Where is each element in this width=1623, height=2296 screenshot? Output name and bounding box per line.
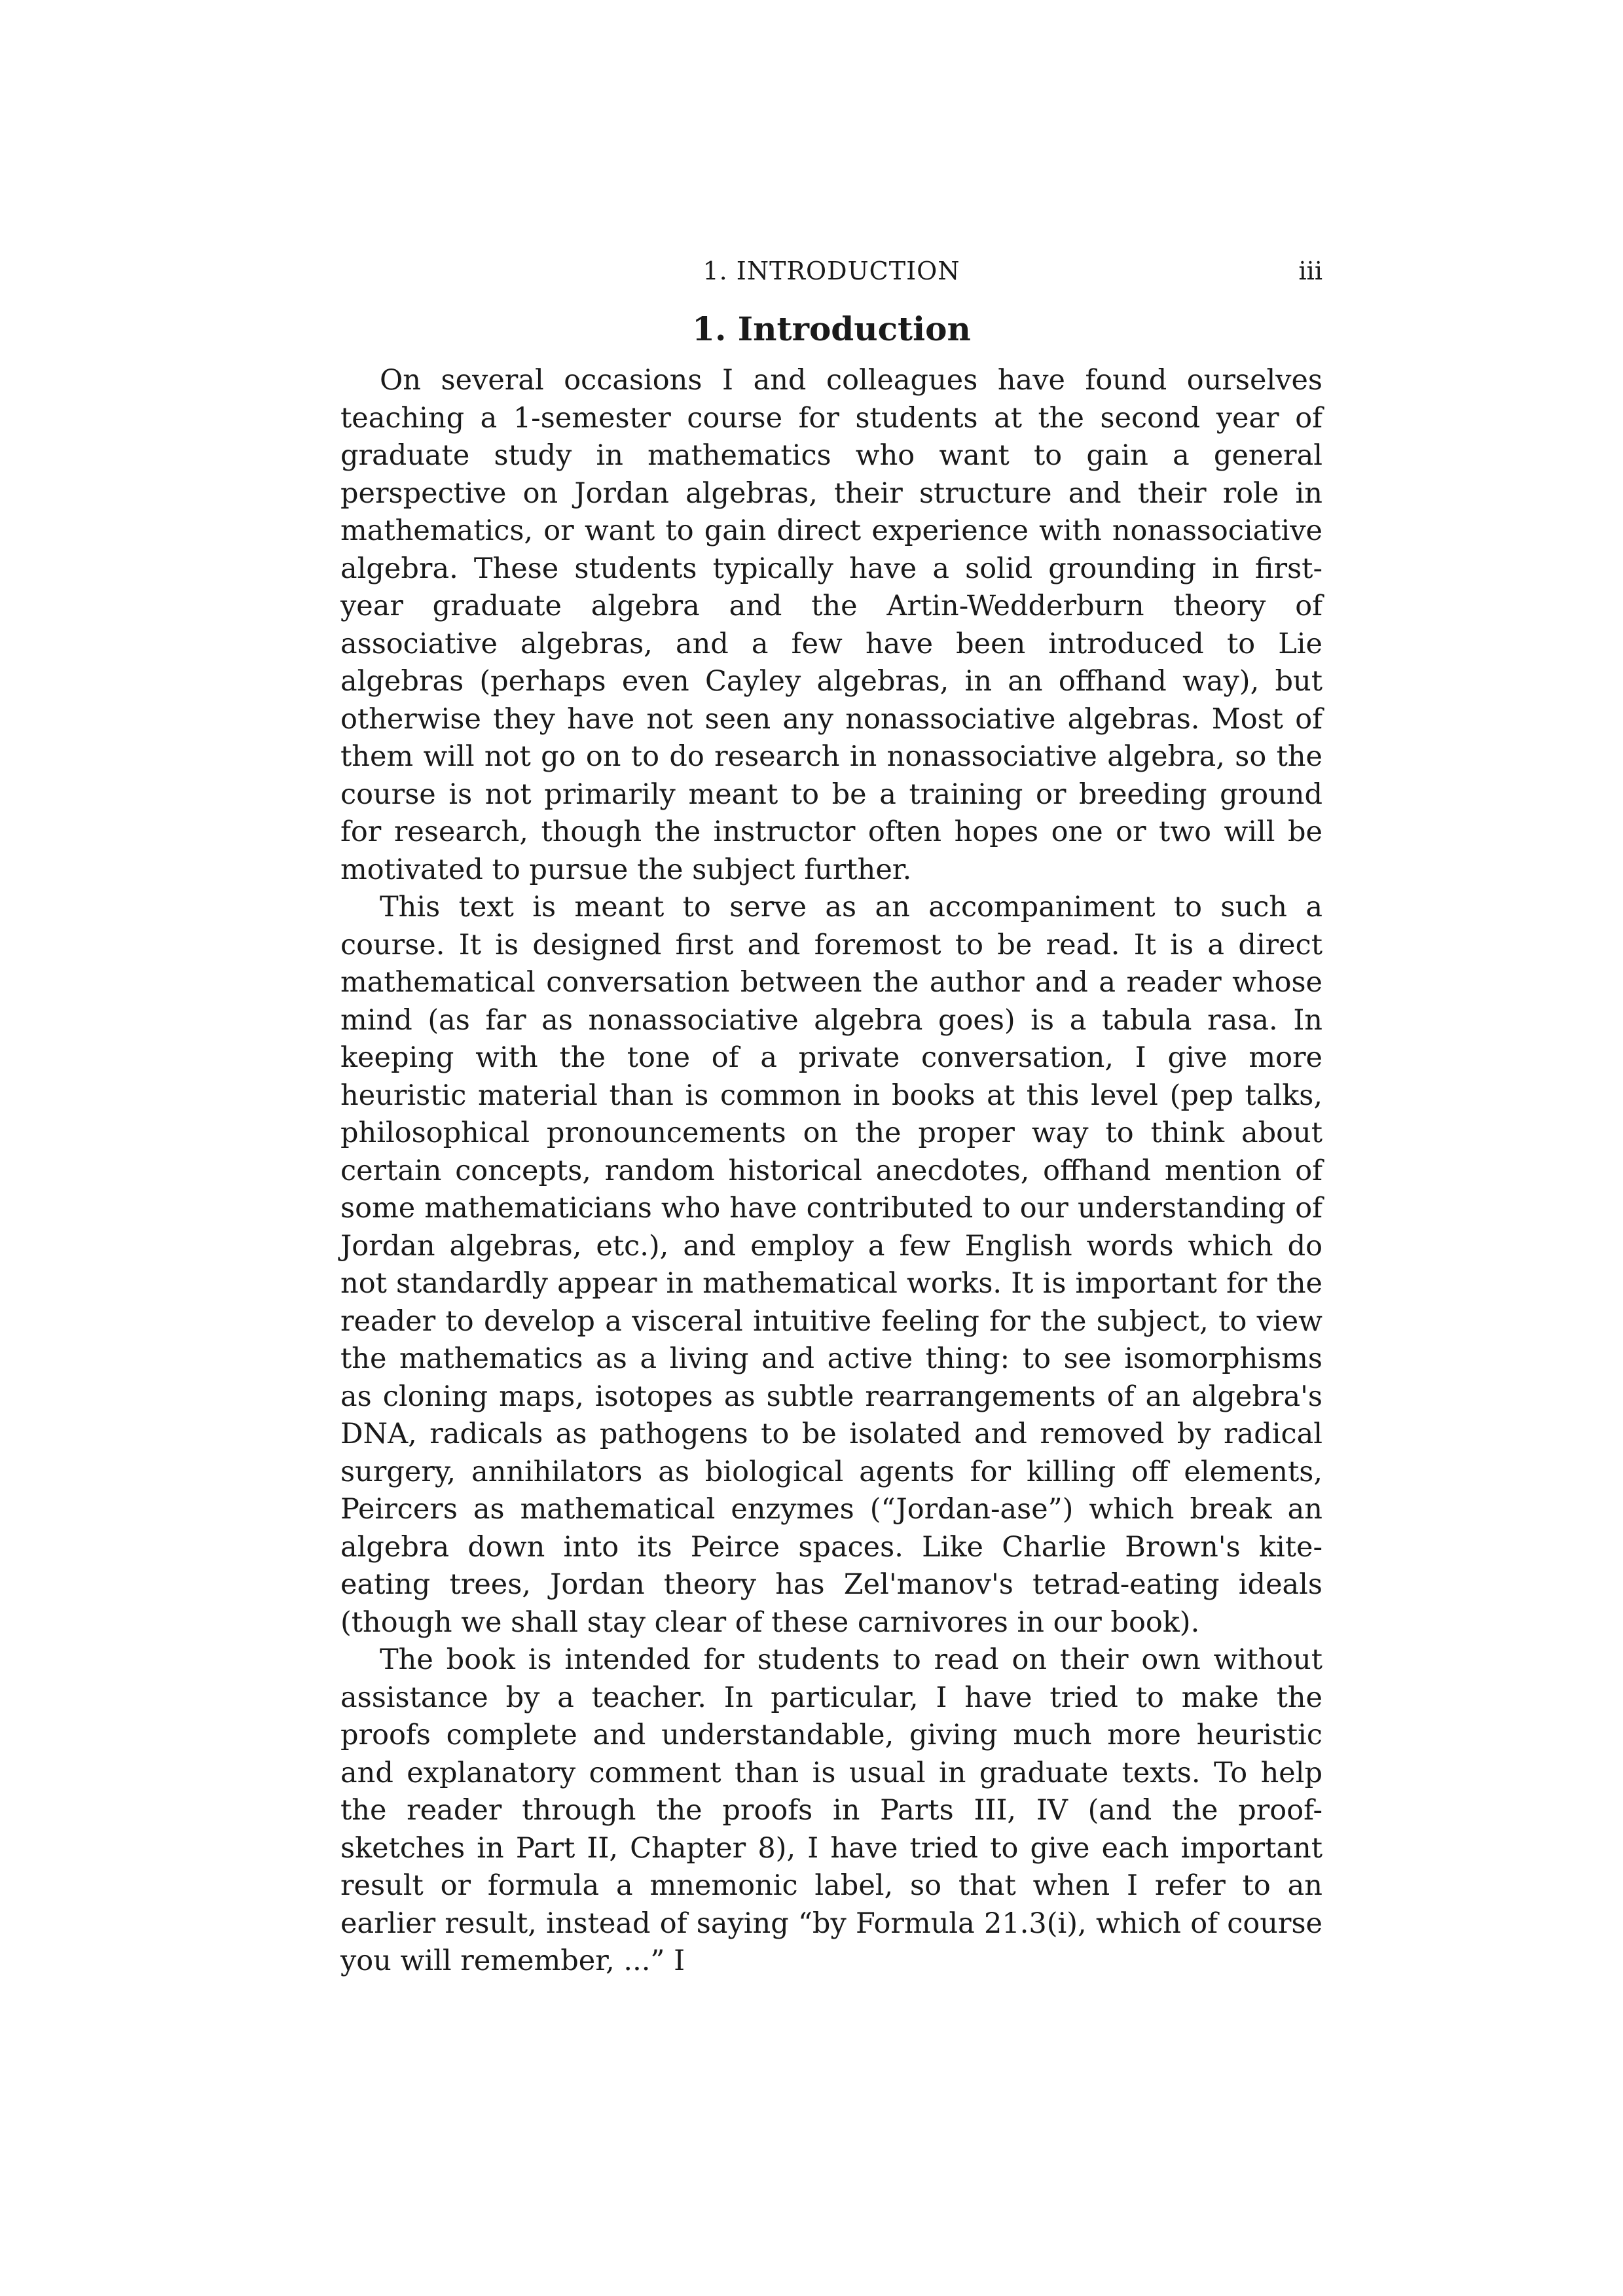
paragraph: On several occasions I and colleagues have found ourselves teaching a 1-semester course for students at the second year of graduate study in mathematics who want to gain a general perspective on Jordan algebras, their structure and their role in mathematics, or want to gain direct experience with nonassociative algebra. These students typically have a solid grounding in first-year graduate algebra and the Artin-Wedderburn theory of associative algebras, and a few have been introduced to Lie algebras (perhaps even Cayley algebras, in an offhand way), but otherwise they have not seen any nonassociative algebras. Most of them will not go on to do research in nonassociative algebra, so the course is not primarily meant to be a training or breeding ground for research, though the instructor often hopes one or two will be motivated to pursue the subject further. (340, 364, 1322, 886)
paragraph: The book is intended for students to read on their own without assistance by a teacher. In particular, I have tried to make the proofs complete and understandable, giving much more heuristic and explanatory comment than is usual in graduate texts. To help the reader through the proofs in Parts III, IV (and the proof-sketches in Part II, Chapter 8), I have tried to give each important result or formula a mnemonic label, so that when I refer to an earlier result, instead of saying “by Formula 21.3(i), which of course you will remember, ...” I (340, 1643, 1322, 1977)
running-title: 1. INTRODUCTION (702, 257, 960, 285)
paragraph: This text is meant to serve as an accompaniment to such a course. It is designed first and foremost to be read. It is a direct mathematical conversation between the author and a reader whose mind (as far as nonassociative algebra goes) is a tabula rasa. In keeping with the tone of a private conversation, I give more heuristic material than is common in books at this level (pep talks, philosophical pronouncements on the proper way to think about certain concepts, random historical anecdotes, offhand mention of some mathematicians who have contributed to our understanding of Jordan algebras, etc.), and employ a few English words which do not standardly appear in mathematical works. It is important for the reader to develop a visceral intuitive feeling for the subject, to view the mathematics as a living and active thing: to see isomorphisms as cloning maps, isotopes as subtle rearrangements of an algebra's DNA, radicals as pathogens to be isolated and removed by radical surgery, annihilators as biological agents for killing off elements, Peircers as mathematical enzymes (“Jordan-ase”) which break an algebra down into its Peirce spaces. Like Charlie Brown's kite-eating trees, Jordan theory has Zel'manov's tetrad-eating ideals (though we shall stay clear of these carnivores in our book). (340, 891, 1322, 1639)
body-text (340, 362, 1322, 1981)
running-header (340, 251, 1322, 291)
page-number: iii (1298, 257, 1322, 285)
section-title: 1. Introduction (692, 310, 971, 348)
